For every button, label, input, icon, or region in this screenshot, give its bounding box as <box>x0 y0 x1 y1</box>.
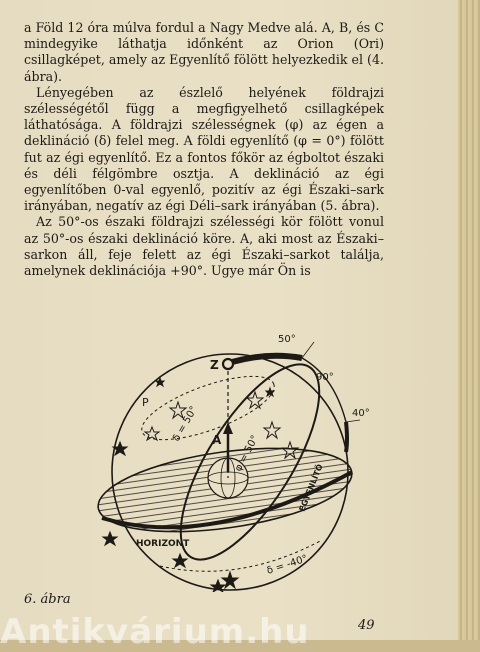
star <box>264 422 280 438</box>
arc-40 <box>346 422 347 452</box>
label-50-deg: 50° <box>278 334 296 345</box>
label-delta-50: δ = 50° <box>171 404 200 444</box>
star <box>173 554 187 567</box>
figure-caption: 6. ábra <box>24 592 71 607</box>
paragraph-3: Az 50°-os északi földrajzi szélességi kör fölött vonul az 50°-os északi deklináció köre. A, aki most az Északi–sarkon áll, feje felett az égi Északi–sarkot találja, amelynek deklinációja +90°. Ugye már Ön is <box>24 214 384 279</box>
label-z: Z <box>210 358 219 372</box>
label-phi-50: φ = 50° <box>232 433 261 474</box>
page-stack-edge <box>458 0 480 640</box>
paragraph-2: Lényegében az észlelő helyének földrajzi szélességétől függ a megfigyelhető csillagképek láthatósága. A földrajzi szélességnek (φ) az égen a deklináció (δ) felel meg. A földi egyenlítő (φ = 0°) fölött fut az égi egyenlítő. Ez a fontos főkör az égboltot északi és déli félgömbre osztja. A deklináció az égi egyenlítőben 0-val egyenlő, pozitív az égi Északi–sark irányában, negatív az égi Déli–sark irányában (5. ábra). <box>24 84 384 214</box>
star <box>103 532 117 545</box>
watermark-logo: Antikvárium.hu <box>0 612 310 652</box>
label-40-deg: 40° <box>352 408 370 419</box>
star <box>145 427 159 440</box>
label-horizont: HORIZONT <box>136 539 190 549</box>
celestial-sphere-figure <box>90 322 390 592</box>
label-p: P <box>142 396 149 409</box>
zenith-point <box>223 359 233 369</box>
label-a: A <box>212 433 222 447</box>
body-text <box>24 20 384 279</box>
page-number: 49 <box>358 618 375 633</box>
arc-50 <box>232 356 302 362</box>
star <box>266 388 274 396</box>
label-90-deg: 90° <box>316 372 334 383</box>
label-delta-minus-40: δ = -40° <box>265 553 310 577</box>
paragraph-1: a Föld 12 óra múlva fordul a Nagy Medve alá. A, B, és C mindegyike láthatja időnként az Orion (Ori) csillagképet, amely az Egyenlítő fölött helyezkedik el (4. ábra). <box>24 20 384 84</box>
label-egyenlito: EGYENLÍTŐ <box>297 462 325 513</box>
